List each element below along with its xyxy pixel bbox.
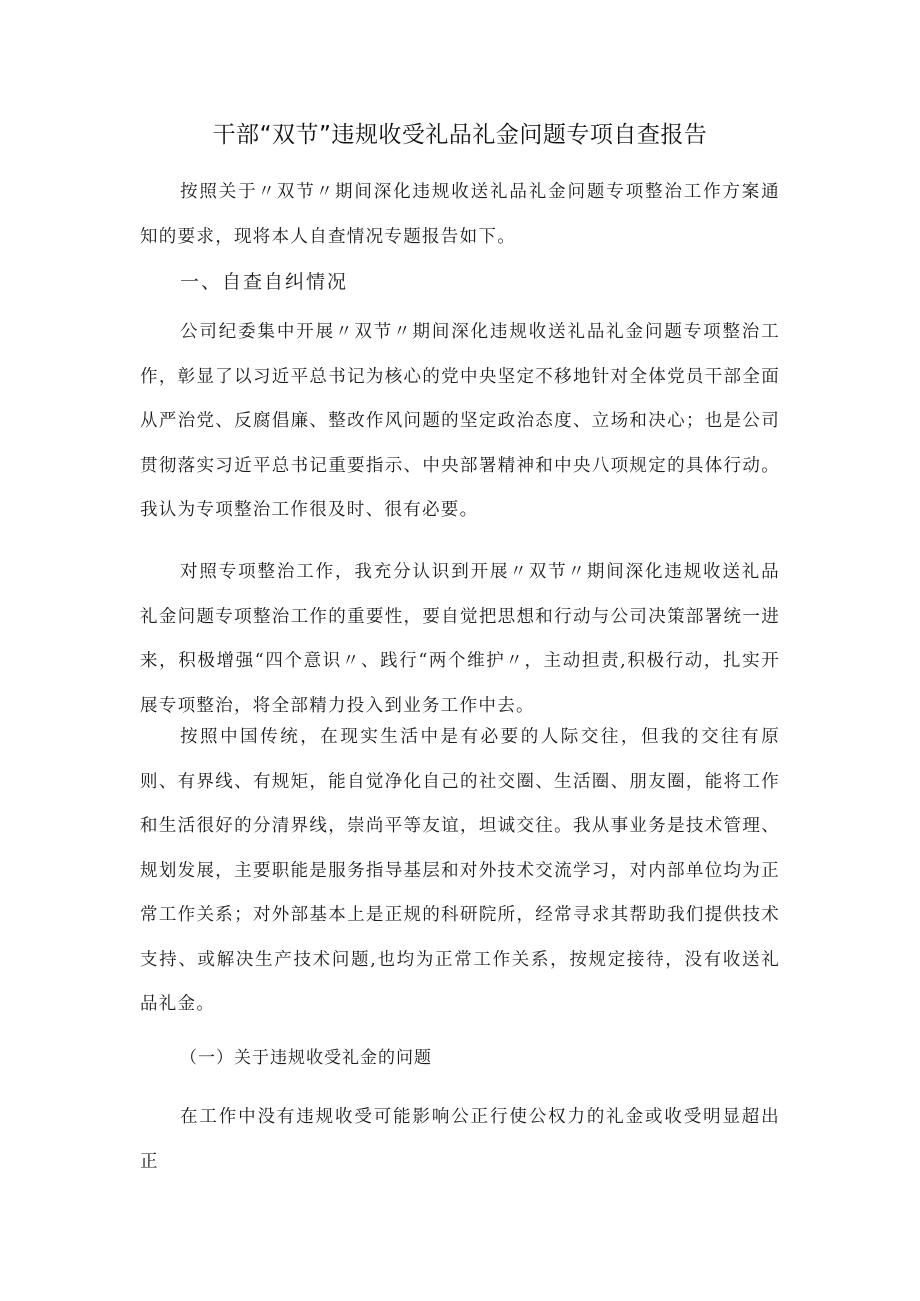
paragraph-2: 对照专项整治工作，我充分认识到开展〃双节〃期间深化违规收送礼品礼金问题专项整治工作的重要性，要自觉把思想和行动与公司决策部署统一进来，积极增强“四个意识〃、践行“两个维护〃，主动担责,积极行动，扎实开展专项整治，将全部精力投入到业务工作中去。 <box>140 562 780 716</box>
subheading-gift-money: （一）关于违规收受礼金的问题 <box>180 1048 432 1068</box>
paragraph-3: 按照中国传统，在现实生活中是有必要的人际交往，但我的交往有原则、有界线、有规矩，能自觉净化自己的社交圈、生活圈、朋友圈，能将工作和生活很好的分清界线，崇尚平等友谊，坦诚交往。我从事业务是技术管理、规划发展，主要职能是服务指导基层和对外技术交流学习，对内部单位均为正常工作关系；对外部基本上是正规的科研院所，经常寻求其帮助我们提供技术支持、或解决生产技术问题,也均为正常工作关系，按规定接待，没有收送礼品礼金。 <box>140 727 780 1014</box>
section-heading-self-check: 一、自查自纠情况 <box>180 271 349 293</box>
paragraph-4: 在工作中没有违规收受可能影响公正行使公权力的礼金或收受明显超出正 <box>140 1107 780 1172</box>
intro-paragraph: 按照关于〃双节〃期间深化违规收送礼品礼金问题专项整治工作方案通知的要求，现将本人自查情况专题报告如下。 <box>140 182 780 247</box>
document-title: 干部“双节”违规收受礼品礼金问题专项自查报告 <box>212 122 708 148</box>
paragraph-1: 公司纪委集中开展〃双节〃期间深化违规收送礼品礼金问题专项整治工作，彰显了以习近平总书记为核心的党中央坚定不移地针对全体党员干部全面从严治党、反腐倡廉、整改作风问题的坚定政治态度、立场和决心；也是公司贯彻落实习近平总书记重要指示、中央部署精神和中央八项规定的具体行动。我认为专项整治工作很及时、很有必要。 <box>140 322 780 520</box>
